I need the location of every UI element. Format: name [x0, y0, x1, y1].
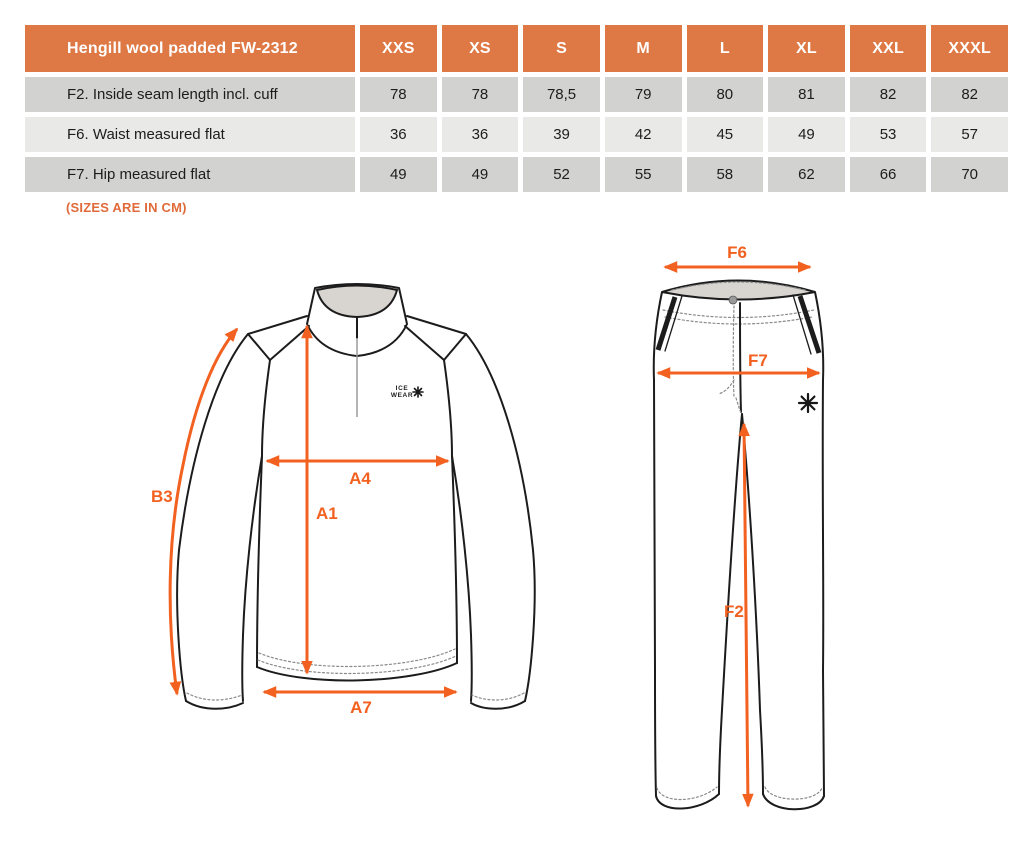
- measurement-value-cell: 66: [850, 157, 927, 192]
- size-table: [25, 25, 1008, 192]
- measurement-row-label: F6. Waist measured flat: [25, 117, 355, 152]
- measurement-value-cell: 70: [931, 157, 1008, 192]
- label-F6: F6: [727, 243, 747, 262]
- measurement-value-cell: 39: [523, 117, 600, 152]
- pants-outline: [654, 281, 824, 810]
- measurement-row-label: F7. Hip measured flat: [25, 157, 355, 192]
- measurement-value-cell: 81: [768, 77, 845, 112]
- pants-diagram: [630, 240, 1025, 852]
- measurement-value-cell: 36: [442, 117, 519, 152]
- icewear-logo: [391, 385, 423, 399]
- size-column-header: XS: [442, 25, 519, 72]
- measurement-value-cell: 57: [931, 117, 1008, 152]
- measurement-value-cell: 82: [850, 77, 927, 112]
- measurement-value-cell: 42: [605, 117, 682, 152]
- sweater-diagram: [150, 250, 560, 760]
- label-F2: F2: [724, 602, 744, 621]
- measurement-value-cell: 80: [687, 77, 764, 112]
- size-column-header: M: [605, 25, 682, 72]
- right-pocket: [800, 296, 819, 353]
- measurement-value-cell: 52: [523, 157, 600, 192]
- measurement-value-cell: 53: [850, 117, 927, 152]
- measurement-value-cell: 78,5: [523, 77, 600, 112]
- label-F7: F7: [748, 351, 768, 370]
- size-column-header: XXXL: [931, 25, 1008, 72]
- measurement-value-cell: 45: [687, 117, 764, 152]
- sweater-outline: [177, 284, 535, 709]
- label-A1: A1: [316, 504, 338, 523]
- measurement-value-cell: 78: [360, 77, 437, 112]
- snowflake-icon: [799, 394, 817, 412]
- waist-opening: [662, 281, 815, 300]
- arrow-B3-sleeve: [170, 329, 237, 694]
- collar-opening: [317, 286, 397, 318]
- measurement-value-cell: 62: [768, 157, 845, 192]
- product-name-header: Hengill wool padded FW-2312: [25, 25, 355, 72]
- label-A7: A7: [350, 698, 372, 717]
- measurement-value-cell: 49: [360, 157, 437, 192]
- sweater-measurements: [151, 326, 456, 717]
- snowflake-icon: [413, 387, 423, 397]
- logo-text-line1: ICE: [395, 385, 409, 392]
- units-note: (SIZES ARE IN CM): [66, 200, 187, 215]
- measurement-value-cell: 55: [605, 157, 682, 192]
- size-column-header: L: [687, 25, 764, 72]
- measurement-value-cell: 49: [442, 157, 519, 192]
- size-column-header: S: [523, 25, 600, 72]
- pants-measurements: [658, 243, 819, 806]
- logo-text-line2: WEAR: [390, 392, 414, 399]
- measurement-value-cell: 36: [360, 117, 437, 152]
- left-pocket: [658, 297, 675, 350]
- size-column-header: XXS: [360, 25, 437, 72]
- waist-button: [729, 296, 737, 304]
- measurement-value-cell: 79: [605, 77, 682, 112]
- measurement-value-cell: 58: [687, 157, 764, 192]
- measurement-row-label: F2. Inside seam length incl. cuff: [25, 77, 355, 112]
- size-column-header: XXL: [850, 25, 927, 72]
- measurement-value-cell: 78: [442, 77, 519, 112]
- label-A4: A4: [349, 469, 371, 488]
- label-B3: B3: [151, 487, 173, 506]
- measurement-value-cell: 82: [931, 77, 1008, 112]
- measurement-value-cell: 49: [768, 117, 845, 152]
- size-column-header: XL: [768, 25, 845, 72]
